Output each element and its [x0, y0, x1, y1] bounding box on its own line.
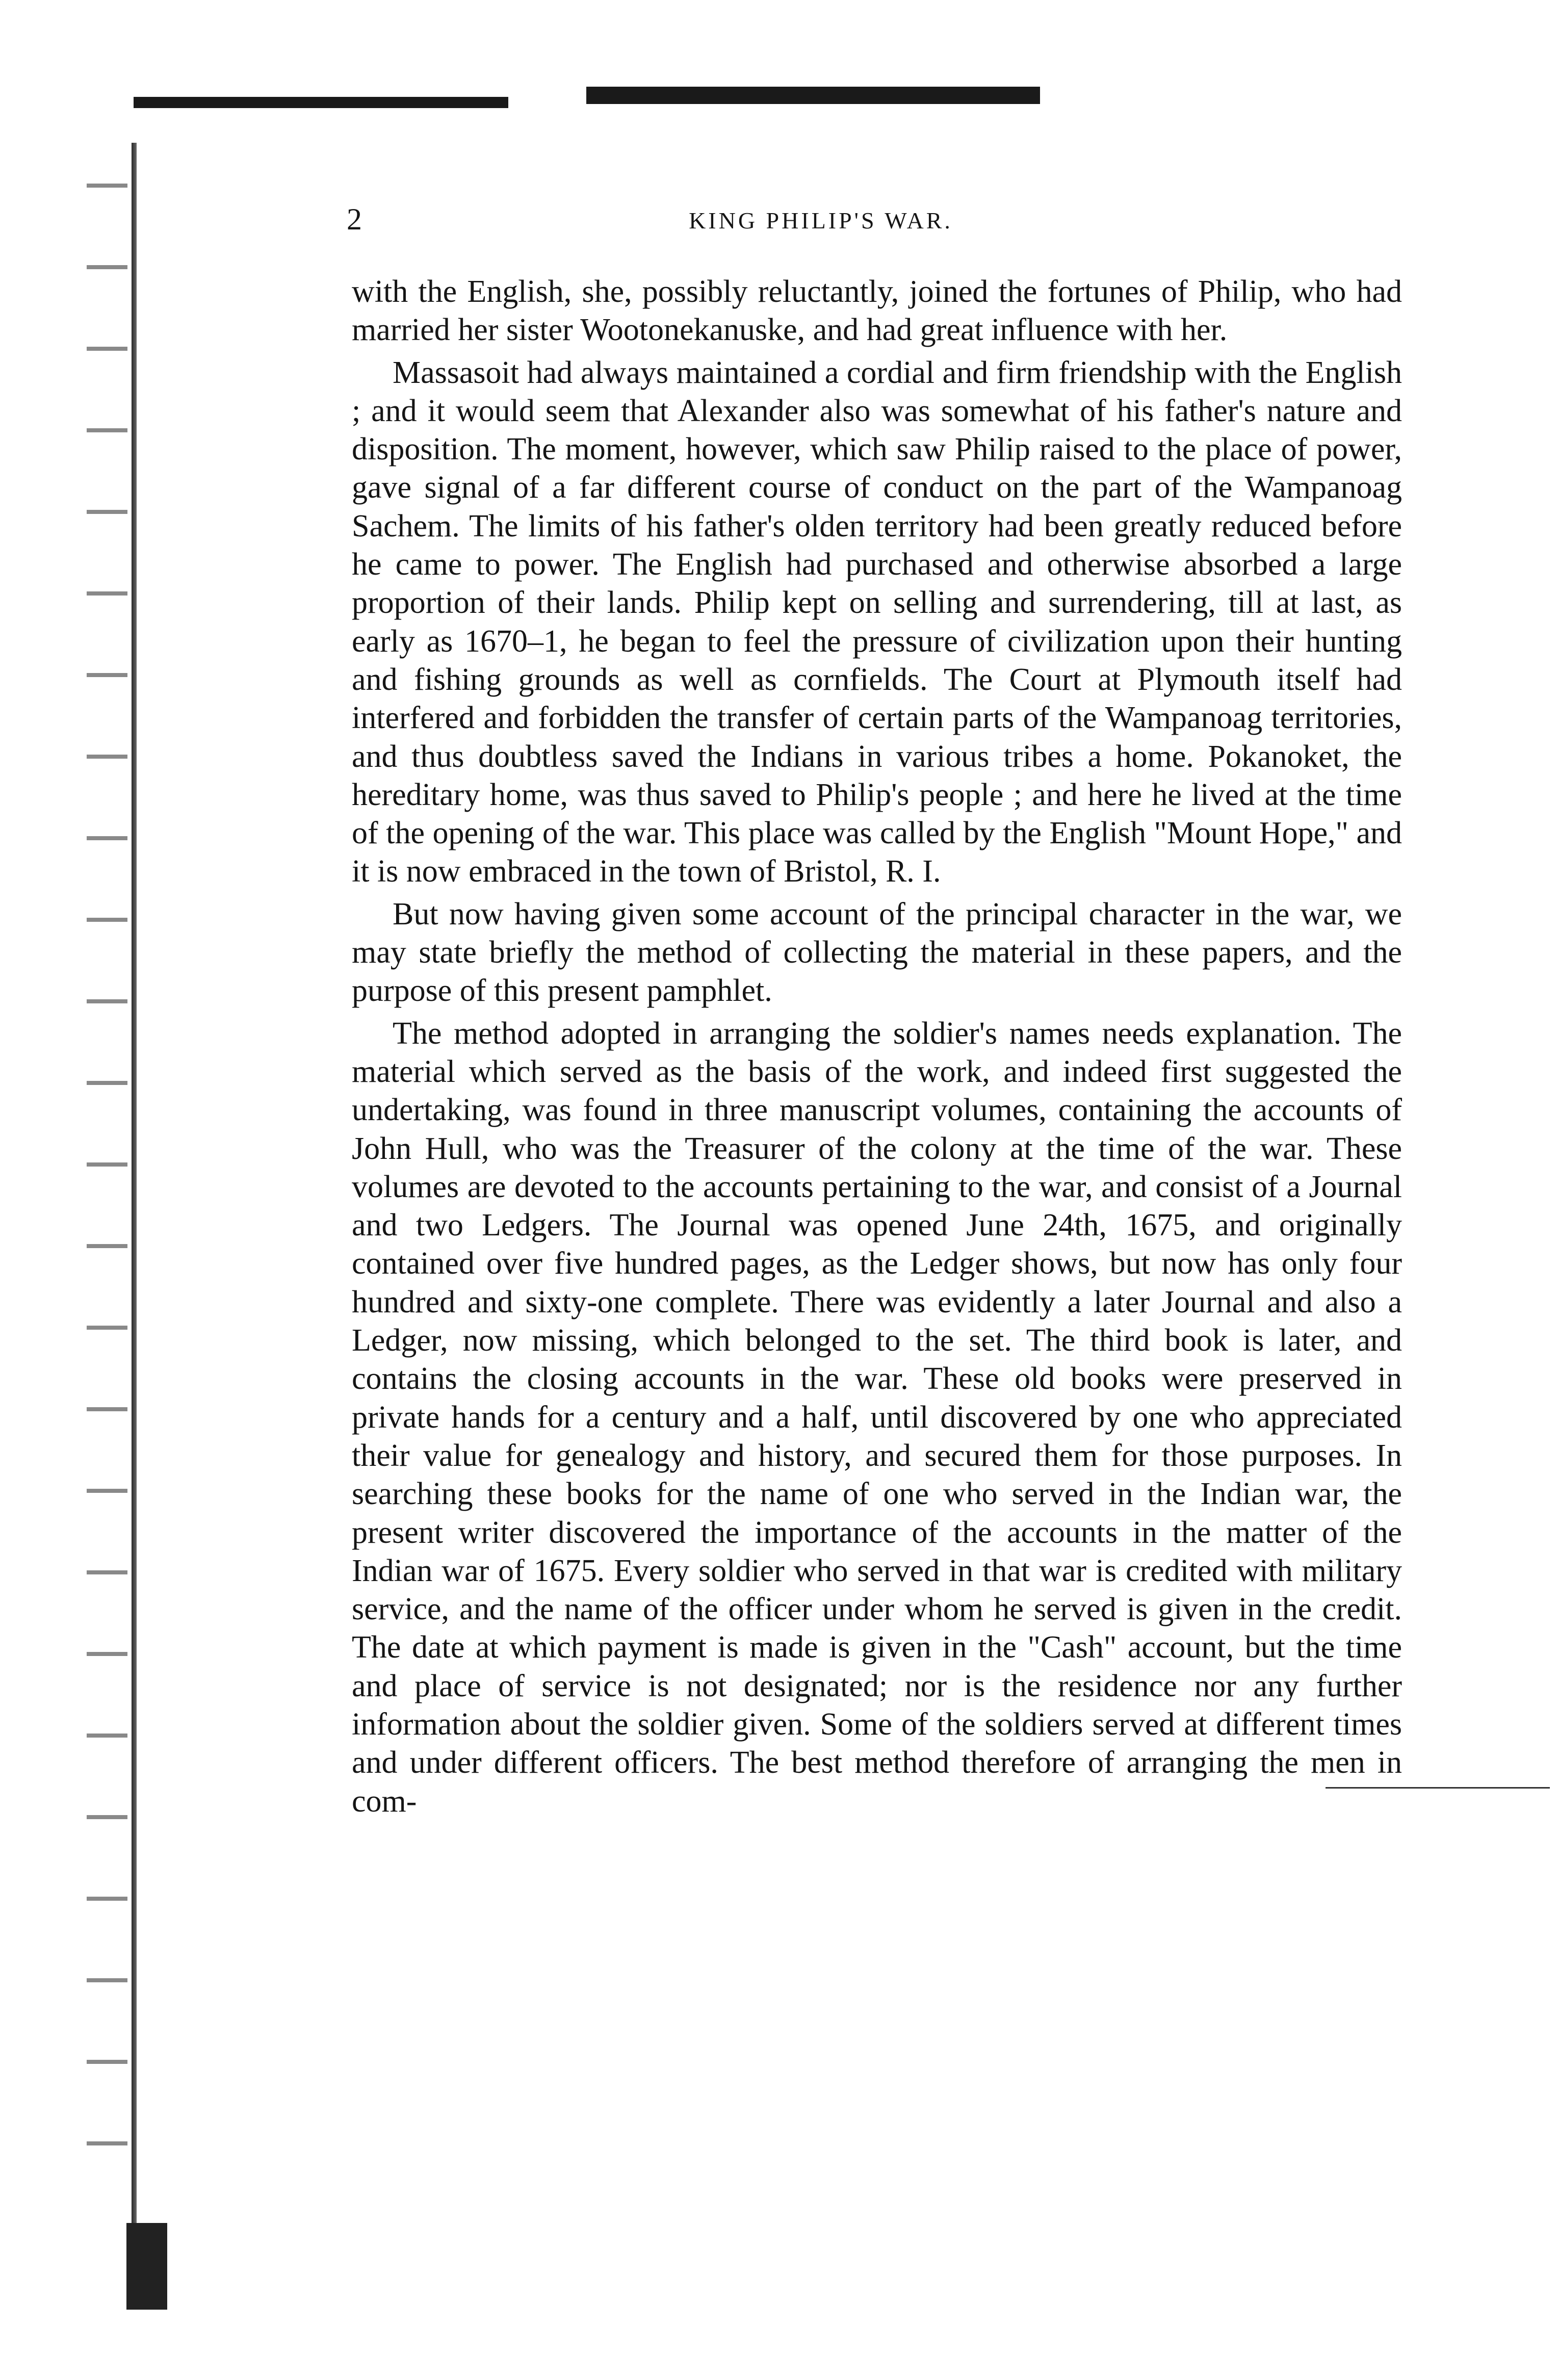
binding-edge — [132, 143, 137, 2310]
page-number: 2 — [347, 202, 362, 236]
scan-artifact-bar — [586, 87, 1040, 104]
binding-corner — [126, 2223, 167, 2310]
running-head: KING PHILIP'S WAR. — [689, 208, 953, 234]
scan-artifact-bar — [134, 97, 508, 108]
paragraph: Massasoit had always maintained a cordial and firm friendship with the English ; and it would seem that Alexander also was somewhat of his father's nature and disposition. The moment, however, which saw Philip raised to the place of power, gave signal of a far different course of conduct on the part of the Wampanoag Sachem. The limits of his father's olden territory had been greatly reduced before he came to power. The English had purchased and otherwise absorbed a large proportion of their lands. Philip kept on selling and surrendering, till at last, as early as 1670–1, he began to feel the pressure of civilization upon their hunting and fishing grounds as well as cornfields. The Court at Plymouth itself had interfered and forbidden the transfer of certain parts of the Wampanoag territories, and thus doubtless saved the Indians in various tribes a home. Pokanoket, the hereditary home, was thus saved to Philip's people ; and here he lived at the time of the opening of the war. This place was called by the English "Mount Hope," and it is now embraced in the town of Bristol, R. I. — [352, 355, 1402, 889]
body-text — [352, 273, 1402, 1821]
binding-edge-marks — [87, 153, 127, 2192]
paragraph: with the English, she, possibly reluctantly, joined the fortunes of Philip, who had married her sister Wootonekanuske, and had great influence with her. — [352, 274, 1402, 348]
page-header — [347, 199, 1295, 240]
paragraph: But now having given some account of the principal character in the war, we may state briefly the method of collecting the material in these papers, and the purpose of this present pamphlet. — [352, 896, 1402, 1008]
paragraph: The method adopted in arranging the soldier's names needs explanation. The material which served as the basis of the work, and indeed first suggested the undertaking, was found in three manuscript volumes, containing the accounts of John Hull, who was the Treasurer of the colony at the time of the war. These volumes are devoted to the accounts pertaining to the war, and consist of a Journal and two Ledgers. The Journal was opened June 24th, 1675, and originally contained over five hundred pages, as the Ledger shows, but now has only four hundred and sixty-one complete. There was evidently a later Journal and also a Ledger, now missing, which belonged to the set. The third book is later, and contains the closing accounts in the war. These old books were preserved in private hands for a century and a half, until discovered by one who appreciated their value for genealogy and history, and secured them for those purposes. In searching these books for the name of one who served in the Indian war, the present writer discovered the importance of the accounts in the matter of the Indian war of 1675. Every soldier who served in that war is credited with military service, and the name of the officer under whom he served is given in the credit. The date at which payment is made is given in the "Cash" account, but the time and place of service is not designated; nor is the residence nor any further information about the soldier given. Some of the soldiers served at different times and under different officers. The best method therefore of arranging the men in com- — [352, 1016, 1402, 1819]
pen-mark-line — [1326, 1787, 1550, 1789]
